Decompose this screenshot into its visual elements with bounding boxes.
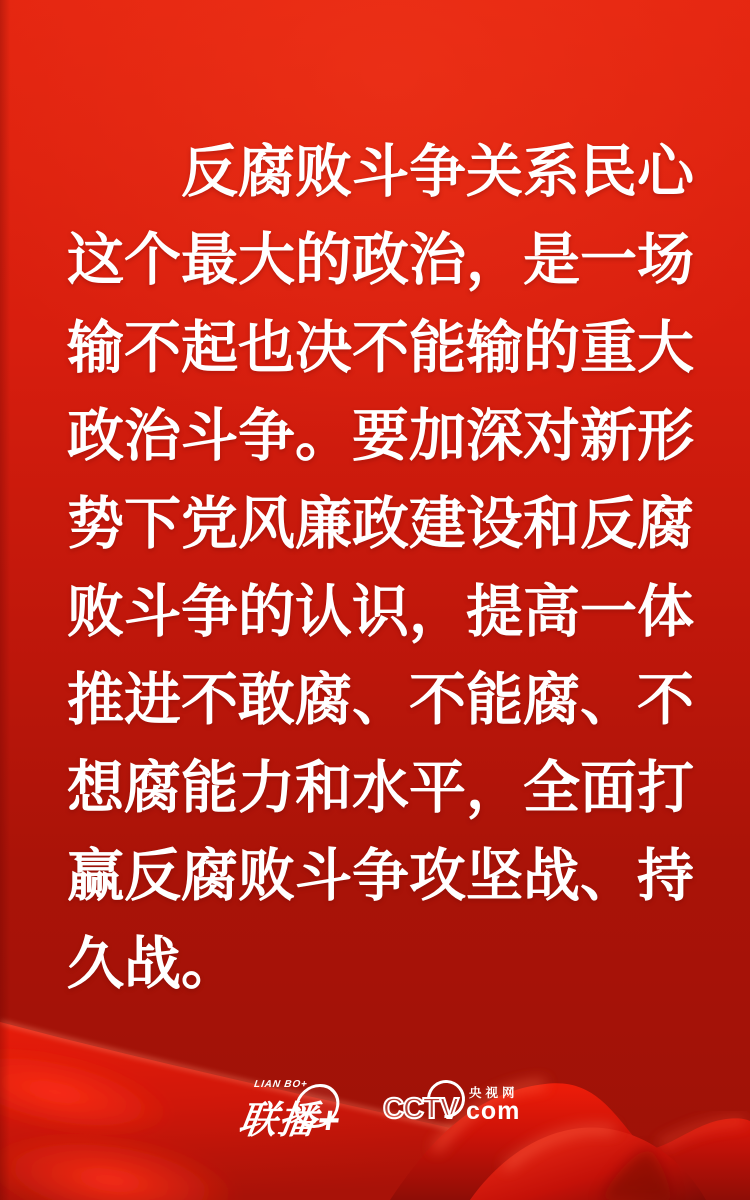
quote-line: 败斗争的认识，提高一体 (67, 580, 694, 644)
quote-line: 输不起也决不能输的重大 (67, 316, 694, 380)
cctv-wordmark: CCTV (383, 1093, 458, 1125)
quote-line: 这个最大的政治，是一场 (67, 228, 694, 292)
lianbo-wordmark: 联播+ (236, 1100, 344, 1142)
quote-line: 反腐败斗争关系民心 (181, 140, 694, 204)
lianbo-tagline: LIAN BO+ (253, 1079, 309, 1090)
quote-line: 政治斗争。要加深对新形 (67, 404, 694, 468)
quote-line: 赢反腐败斗争攻坚战、持 (67, 844, 694, 908)
quote-line: 想腐能力和水平，全面打 (67, 756, 694, 820)
quote-paragraph (67, 128, 699, 1008)
quote-line: 推进不敢腐、不能腐、不 (67, 668, 694, 732)
cctv-site-name: 央视网 (469, 1086, 519, 1100)
cctv-site-suffix: com (466, 1097, 521, 1125)
quote-line: 久战。 (67, 932, 238, 996)
quote-line: 势下党风廉政建设和反腐 (67, 492, 694, 556)
